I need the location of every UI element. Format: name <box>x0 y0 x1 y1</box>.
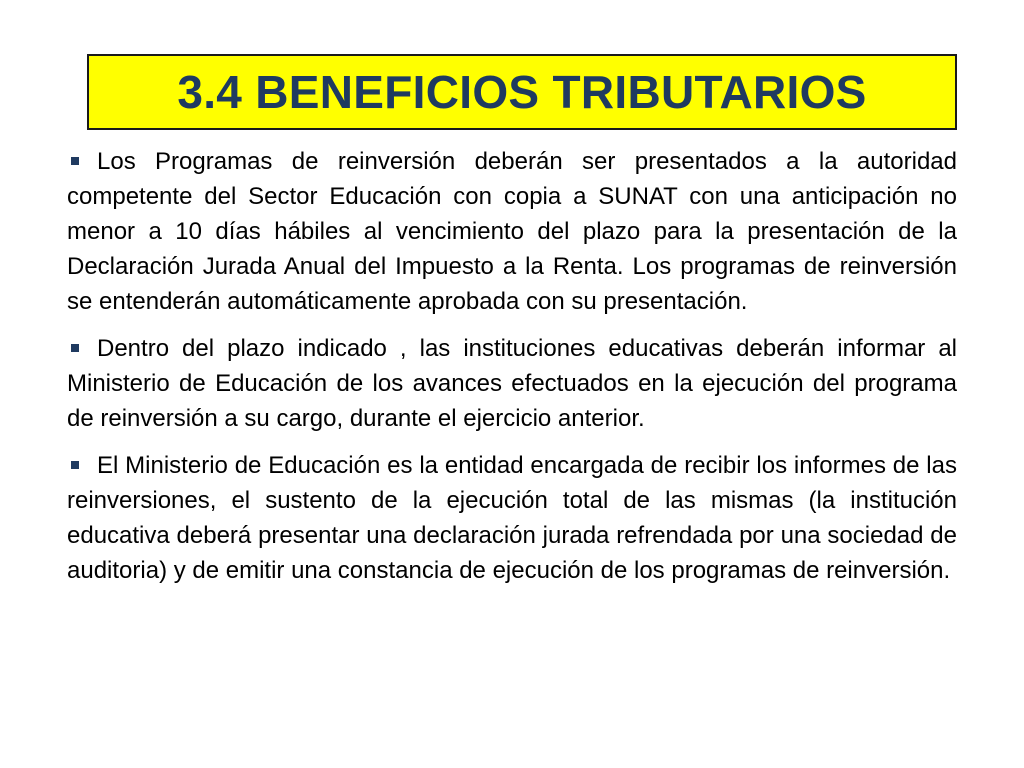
bullet-text: Dentro del plazo indicado , las instituciones educativas deberán informar al Ministerio de Educación de los avances efectuados en la ejecución del programa de reinversión a su cargo, durante el ejercicio anterior. <box>67 335 957 432</box>
bullet-text: Los Programas de reinversión deberán ser presentados a la autoridad competente del Sector Educación con copia a SUNAT con una anticipación no menor a 10 días hábiles al vencimiento del plazo para la presentación de la Declaración Jurada Anual del Impuesto a la Renta. Los programas de reinversión se entenderán automáticamente aprobada con su presentación. <box>67 148 957 315</box>
slide-title: 3.4 BENEFICIOS TRIBUTARIOS <box>177 66 867 118</box>
list-item <box>67 448 957 588</box>
list-item <box>67 331 957 436</box>
bullet-text: El Ministerio de Educación es la entidad encargada de recibir los informes de las reinversiones, el sustento de la ejecución total de las mismas (la institución educativa deberá presentar una declaración jurada refrendada por una sociedad de auditoria) y de emitir una constancia de ejecución de los programas de reinversión. <box>67 452 957 584</box>
list-item <box>67 144 957 319</box>
square-bullet-icon <box>71 461 79 469</box>
bullet-list <box>67 144 957 600</box>
square-bullet-icon <box>71 344 79 352</box>
square-bullet-icon <box>71 157 79 165</box>
title-box <box>87 54 957 130</box>
